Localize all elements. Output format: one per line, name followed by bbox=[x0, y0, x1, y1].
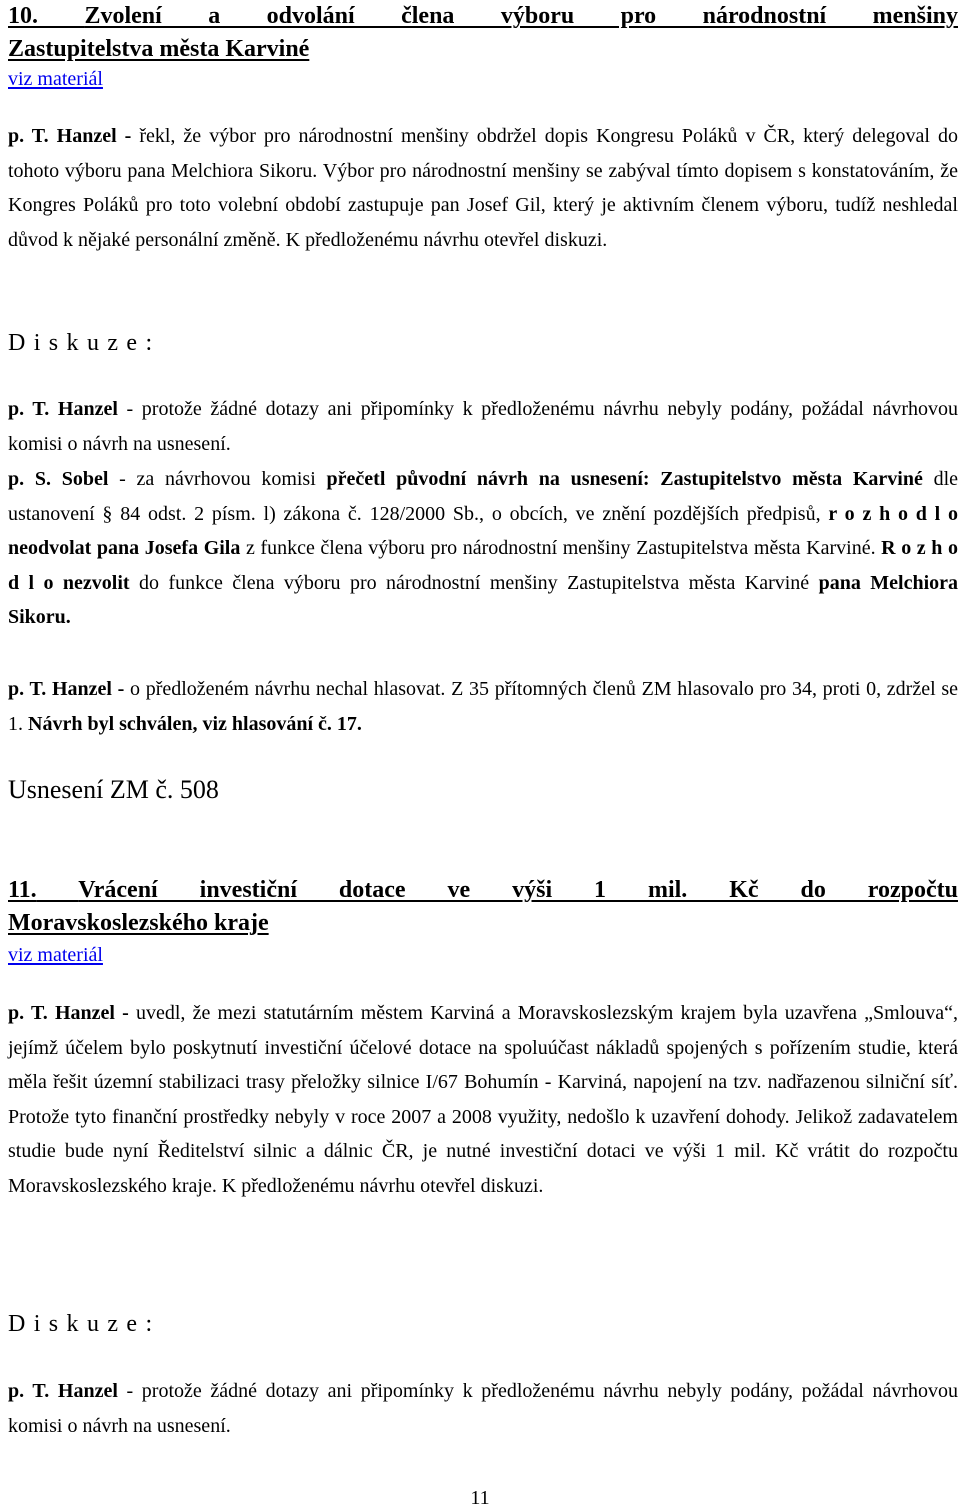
section-11-material-link[interactable]: viz materiál bbox=[8, 944, 103, 966]
section-11-heading bbox=[8, 874, 958, 907]
section-11-chair-paragraph: p. T. Hanzel - protože žádné dotazy ani připomínky k předloženému návrhu nebyly podány, požádal návrhovou komisi o návrh na usnesení. bbox=[8, 1380, 959, 1437]
speaker-name: p. S. Sobel bbox=[8, 468, 109, 490]
section-11-intro-paragraph: p. T. Hanzel - uvedl, že mezi statutárním městem Karviná a Moravskoslezským krajem byla uzavřena „Smlouva“, jejímž účelem bylo poskytnutí investiční účelové dotace na spoluúčast nákladů spojených s pořízením studie, která měla řešit územní stabilizaci trasy přeložky silnice I/67 Bohumín - Karviná, napojení na tzv. nadřazenou silniční síť. Protože tyto finanční prostředky nebyly v roce 2007 a 2008 využity, nedošlo k uzavření dohody. Jelikož zadavatelem studie bude nyní Ředitelství silnic a dálnic ČR, je nutné investiční dotaci ve výši 1 mil. Kč vrátit do rozpočtu Moravskoslezského kraje. K předloženému návrhu otevřel diskuzi. bbox=[8, 1002, 958, 1197]
section-10-title-line1: Zvolení a odvolání člena výboru pro národnostní menšiny bbox=[84, 3, 958, 29]
speaker-name: p. T. Hanzel - bbox=[8, 1002, 129, 1024]
section-10-title-line2: Zastupitelstva města Karviné bbox=[8, 36, 310, 62]
page-number: 11 bbox=[470, 1487, 490, 1509]
section-11-title-line1: Vrácení investiční dotace ve výši 1 mil. Kč do rozpočtu bbox=[78, 877, 958, 903]
section-11-discussion-label: Diskuze: bbox=[8, 1311, 161, 1337]
section-10-chair-paragraph: p. T. Hanzel - protože žádné dotazy ani připomínky k předloženému návrhu nebyly podány, požádal návrhovou komisi o návrh na usnesení. bbox=[8, 398, 959, 455]
section-11-title-line2: Moravskoslezského kraje bbox=[8, 910, 269, 936]
speaker-name: p. T. Hanzel bbox=[8, 1380, 118, 1402]
section-10-heading bbox=[8, 0, 958, 33]
section-11-number: 11. bbox=[8, 877, 37, 903]
section-10-discussion-label: Diskuze: bbox=[8, 330, 161, 356]
section-10-material-link[interactable]: viz materiál bbox=[8, 68, 103, 90]
speaker-name: p. T. Hanzel - bbox=[8, 125, 132, 147]
section-10-resolution-proposal: p. S. Sobel - za návrhovou komisi přečetl původní návrh na usnesení: Zastupitelstvo města Karviné dle ustanovení § 84 odst. 2 písm. l) zákona č. 128/2000 Sb., o obcích, ve znění pozdějších předpisů, r o z h o d l o neodvolat pana Josefa Gila z funkce člena výboru pro národnostní menšiny Zastupitelstva města Karviné. R o z h o d l o nezvolit do funkce člena výboru pro národnostní menšiny Zastupitelstva města Karviné pana Melchiora Sikoru. bbox=[8, 468, 959, 628]
speaker-name: p. T. Hanzel - bbox=[8, 678, 125, 700]
section-10-intro-paragraph: p. T. Hanzel - řekl, že výbor pro národnostní menšiny obdržel dopis Kongresu Poláků v ČR, který delegoval do tohoto výboru pana Melchiora Sikoru. Výbor pro národnostní menšiny se zabýval tímto dopisem s konstatováním, že Kongres Poláků pro toto volební období zastupuje pan Josef Gil, který je aktivním členem výboru, tudíž neshledal důvod k nějaké personální změně. K předloženému návrhu otevřel diskuzi. bbox=[8, 125, 958, 251]
speaker-name: p. T. Hanzel bbox=[8, 398, 118, 420]
section-10-vote-paragraph: p. T. Hanzel - o předloženém návrhu nechal hlasovat. Z 35 přítomných členů ZM hlasovalo pro 34, proti 0, zdržel se 1. Návrh byl schválen, viz hlasování č. 17. bbox=[8, 678, 958, 735]
section-10-number: 10. bbox=[8, 3, 38, 29]
resolution-number: Usnesení ZM č. 508 bbox=[8, 775, 219, 804]
